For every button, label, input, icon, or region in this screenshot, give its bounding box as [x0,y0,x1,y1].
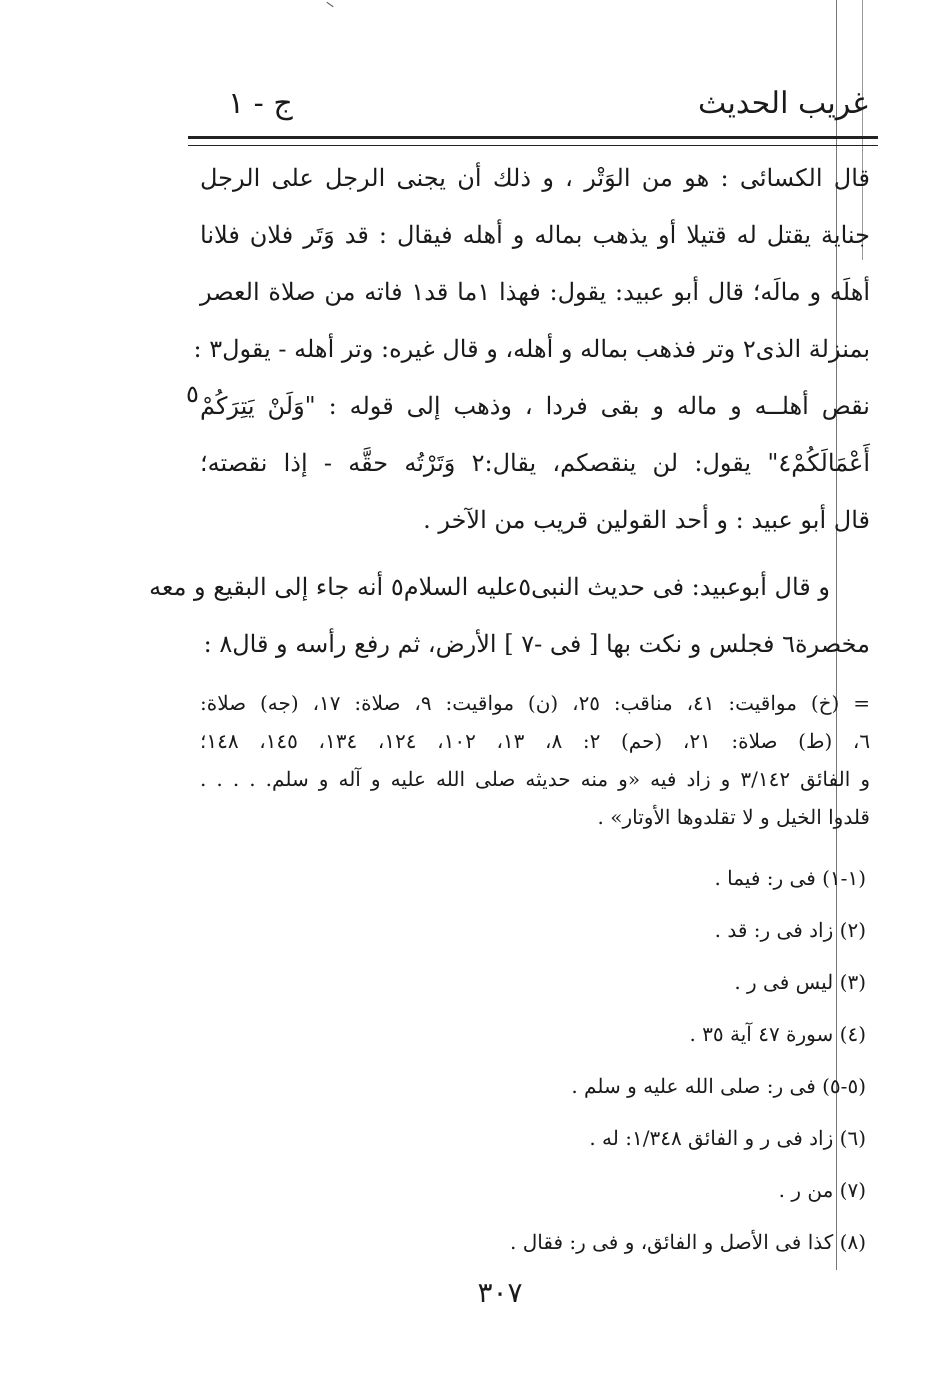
footnote-ref-line: قلدوا الخيل و لا تقلدوها الأوتار» . [597,805,870,829]
text-line: قال الكسائى : هو من الوَتْر ، و ذلك أن يجنى الرجل على الرجل [200,164,870,192]
text-line: قال أبو عبيد : و أحد القولين قريب من الآخر . [423,506,870,534]
footnote-item: (٧) من ر . [778,1178,866,1202]
footnote-item: (٦) زاد فى ر و الفائق ١/٣٤٨: له . [589,1126,866,1150]
book-title: غريب الحديث [698,86,868,121]
volume-label: ج - ١ [228,86,293,121]
footnote-item: (٣) ليس فى ر . [734,970,866,994]
footnote-item: (٢) زاد فى ر: قد . [714,918,866,942]
text-line: نقص أهلــه و ماله و بقى فردا ، وذهب إلى قوله : "وَلَنْ يَتِرَكُمْ [200,392,870,420]
main-text [149,150,871,673]
footnote-ref-line: ٦، (ط) صلاة: ٢١، (حم) ٢: ٨، ١٣، ١٠٢، ١٢٤، ١٣٤، ١٤٥، ١٤٨؛ [200,729,871,753]
footnote-item: (١-١) فى ر: فيما . [714,866,866,890]
header-rule-thin [188,145,878,146]
footnote-item: (٤) سورة ٤٧ آية ٣٥ . [689,1022,866,1046]
footnote-ref-line: و الفائق ٣/١٤٢ و زاد فيه «و منه حديثه صلى الله عليه و آله و سلم. . . . . [200,767,870,791]
footnote-ref-line: = (خ) مواقيت: ٤١، مناقب: ٢٥، (ن) مواقيت: ٩، صلاة: ١٧، (جه) صلاة: [200,691,870,715]
line-number-marker: ٥ [186,380,199,408]
text-line: و قال أبوعبيد: فى حديث النبى٥عليه السلام٥ أنه جاء إلى البقيع و معه [149,573,830,601]
scan-mark [326,2,333,7]
text-line: أَعْمَالَكُمْ٤" يقول: لن ينقصكم، يقال:٢ وَتَرْتُه حقَّه - إذا نقصته؛ [200,449,870,477]
footnotes-section [200,684,870,1268]
header-rule-thick [188,136,878,139]
running-header [188,82,878,132]
page-number: ٣٠٧ [477,1276,523,1309]
footnote-item: (٥-٥) فى ر: صلى الله عليه و سلم . [571,1074,866,1098]
text-line: بمنزلة الذى٢ وتر فذهب بماله و أهله، و قال غيره: وتر أهله - يقول٣ : [193,335,870,363]
text-line: أهلَه و مالَه؛ قال أبو عبيد: يقول: فهذا ١ما قد١ فاته من صلاة العصر [200,278,871,306]
text-line: جناية يقتل له قتيلا أو يذهب بماله و أهله فيقال : قد وَتَر فلان فلانا [200,221,870,249]
text-line: مخصرة٦ فجلس و نكت بها [ فى -٧ ] الأرض، ثم رفع رأسه و قال٨ : [203,630,870,658]
footnote-item: (٨) كذا فى الأصل و الفائق، و فى ر: فقال . [509,1230,866,1254]
